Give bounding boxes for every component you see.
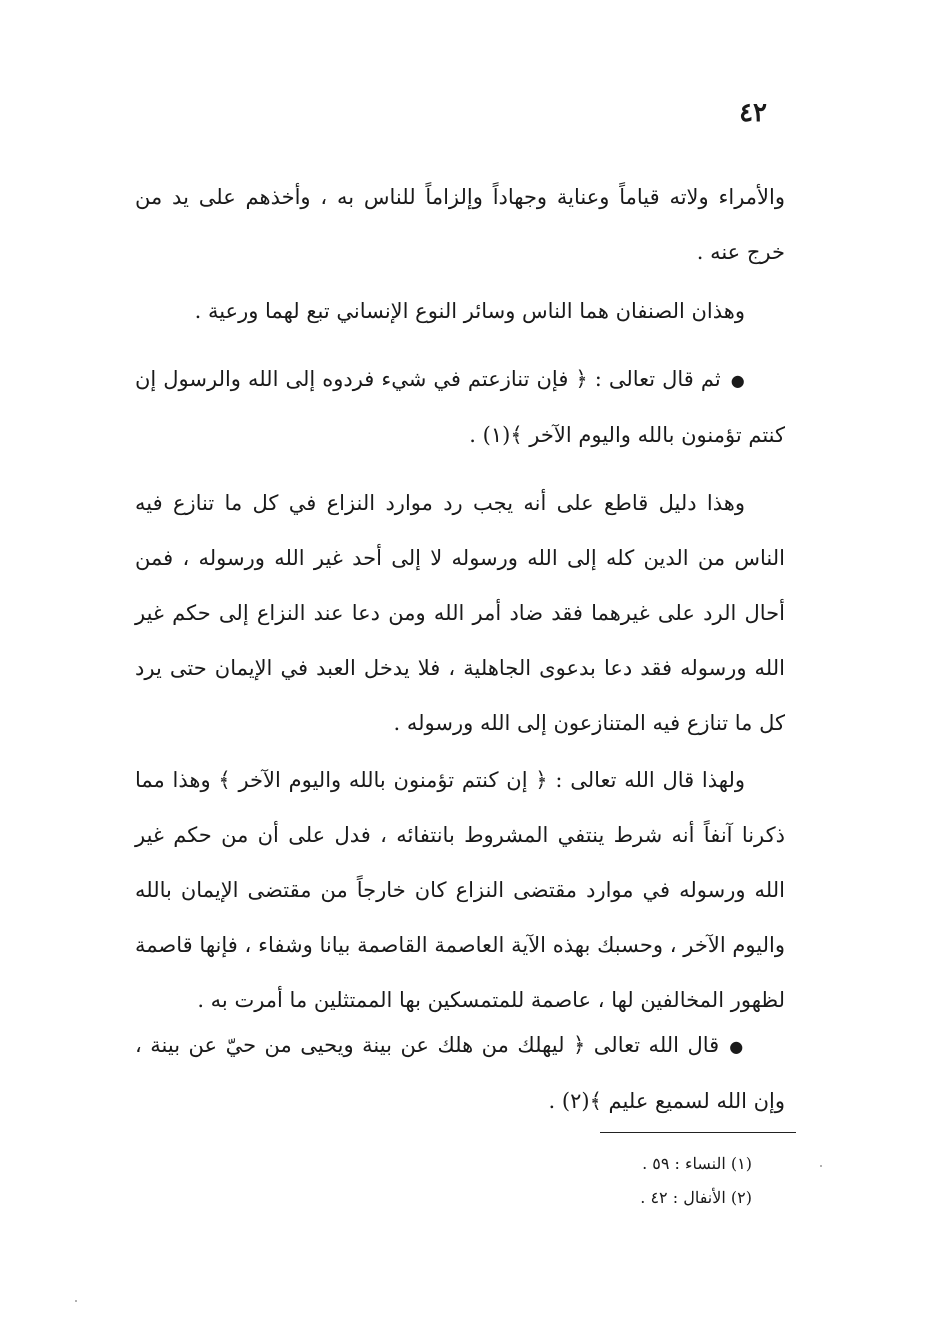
bullet-icon: ● — [730, 371, 745, 390]
paragraph-5: ولهذا قال الله تعالى : ﴿ إن كنتم تؤمنون بالله واليوم الآخر ﴾ وهذا مما ذكرنا آنفاً أنه شرط ينتفي المشروط بانتفائه ، فدل على أن من حكم غير الله ورسوله في موارد مقتضى النزاع كان خارجاً من مقتضى الإيمان بالله واليوم الآخر ، وحسبك بهذه الآية العاصمة القاصمة بيانا وشفاء ، فإنها قاصمة لظهور المخالفين لها ، عاصمة للمتمسكين بها الممتثلين ما أمرت به . — [135, 768, 785, 1012]
footnote-2: (٢) الأنفال : ٤٢ . — [640, 1188, 752, 1207]
paragraph-2: وهذان الصنفان هما الناس وسائر النوع الإنساني تبع لهما ورعية . — [194, 299, 745, 323]
paragraph-6 — [135, 1018, 785, 1129]
paragraph-4: وهذا دليل قاطع على أنه يجب رد موارد النزاع في كل ما تنازع فيه الناس من الدين كله إلى الله ورسوله لا إلى أحد غير الله ورسوله ، فمن أحال الرد على غيرهما فقد ضاد أمر الله ومن دعا عند النزاع إلى حكم غير الله ورسوله فقد دعا بدعوى الجاهلية ، فلا يدخل العبد في الإيمان حتى يرد كل ما تنازع فيه المتنازعون إلى الله ورسوله . — [135, 491, 785, 735]
bullet-icon: ● — [729, 1037, 745, 1056]
page-number: ٤٢ — [739, 98, 767, 128]
paragraph-6-text: قال الله تعالى ﴿ ليهلك من هلك عن بينة ويحيى من حيّ عن بينة ، وإن الله لسميع عليم ﴾(٢) . — [135, 1033, 785, 1113]
footnote-1: (١) النساء : ٥٩ . — [642, 1154, 752, 1173]
footnote-divider — [600, 1132, 796, 1133]
scan-speck — [820, 1165, 822, 1167]
paragraph-3-text: ثم قال تعالى : ﴿ فإن تنازعتم في شيء فردوه إلى الله والرسول إن كنتم تؤمنون بالله واليوم الآخر ﴾(١) . — [135, 367, 785, 447]
paragraph-3 — [135, 352, 785, 463]
paragraph-1: والأمراء ولاته قياماً وعناية وجهاداً وإلزاماً للناس به ، وأخذهم على يد من خرج عنه . — [135, 185, 785, 264]
scan-speck — [75, 1300, 77, 1302]
